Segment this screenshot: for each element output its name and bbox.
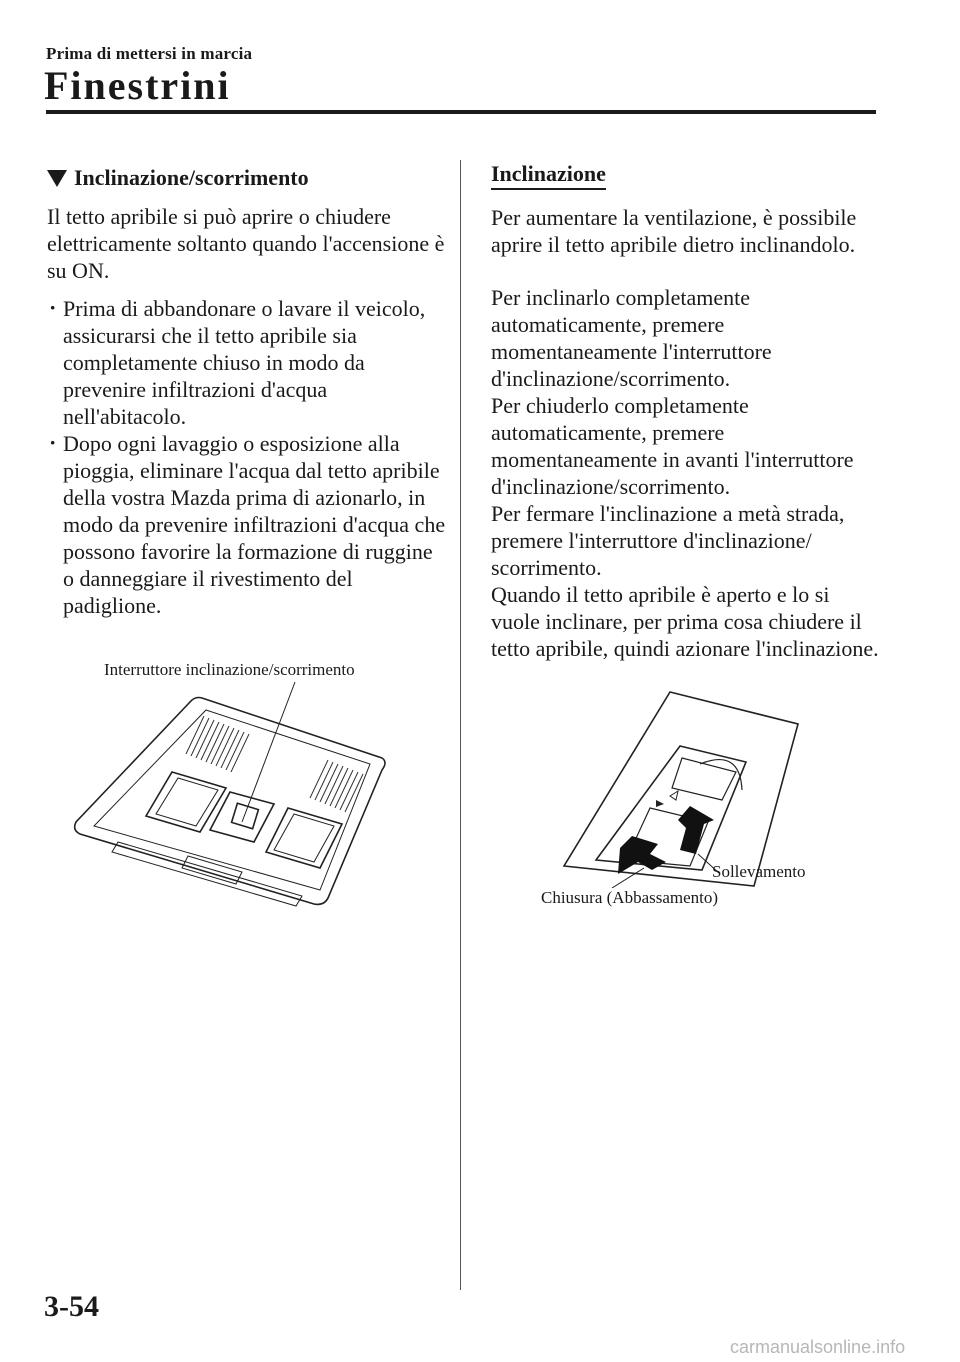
list-item: · Prima di abbandonare o lavare il veicolo, assicurarsi che il tetto apribile sia completamente chiuso in modo da prevenire infiltrazioni d'acqua nell'abitacolo. xyxy=(47,295,447,430)
intro-paragraph: Il tetto apribile si può aprire o chiudere elettricamente soltanto quando l'accensione è su ON. xyxy=(47,204,445,283)
left-column xyxy=(47,165,447,619)
triangle-marker-icon xyxy=(47,170,67,187)
overhead-console-illustration xyxy=(70,680,400,920)
paragraph: Per inclinarlo completamente automaticamente, premere momentaneamente l'interruttore d'inclinazione/scorrimento. xyxy=(491,285,772,391)
figure-label-close: Chiusura (Abbassamento) xyxy=(541,888,719,907)
page-number: 3-54 xyxy=(44,1290,99,1323)
paragraph: Per fermare l'inclinazione a metà strada, premere l'interruttore d'inclinazione/ scorrimento. xyxy=(491,501,845,580)
figure-label-switch: Interruttore inclinazione/scorrimento xyxy=(104,660,355,679)
tilt-switch-illustration xyxy=(560,688,810,888)
subsection-heading: Inclinazione xyxy=(491,160,606,190)
column-divider xyxy=(460,160,461,1290)
paragraph: Per aumentare la ventilazione, è possibile aprire il tetto apribile dietro inclinandolo. xyxy=(491,205,857,257)
figure-label-raise: Sollevamento xyxy=(712,862,806,881)
paragraph: Quando il tetto apribile è aperto e lo si vuole inclinare, per prima cosa chiudere il tetto apribile, quindi azionare l'inclinazione. xyxy=(491,582,879,661)
list-item: · Dopo ogni lavaggio o esposizione alla pioggia, eliminare l'acqua dal tetto apribile della vostra Mazda prima di azionarlo, in modo da prevenire infiltrazioni d'acqua che possono favorire la formazione di ruggine o danneggiare il rivestimento del padiglione. xyxy=(47,430,447,619)
section-heading xyxy=(47,165,447,191)
paragraph: Per chiuderlo completamente automaticamente, premere momentaneamente in avanti l'interruttore d'inclinazione/scorrimento. xyxy=(491,393,854,499)
header-rule xyxy=(46,110,876,114)
section-heading-text: Inclinazione/scorrimento xyxy=(74,165,309,190)
chapter-title: Finestrini xyxy=(44,63,231,108)
warning-list xyxy=(47,295,447,619)
right-column xyxy=(491,160,881,662)
watermark: carmanualsonline.info xyxy=(730,1337,906,1357)
section-label: Prima di mettersi in marcia xyxy=(46,44,253,63)
